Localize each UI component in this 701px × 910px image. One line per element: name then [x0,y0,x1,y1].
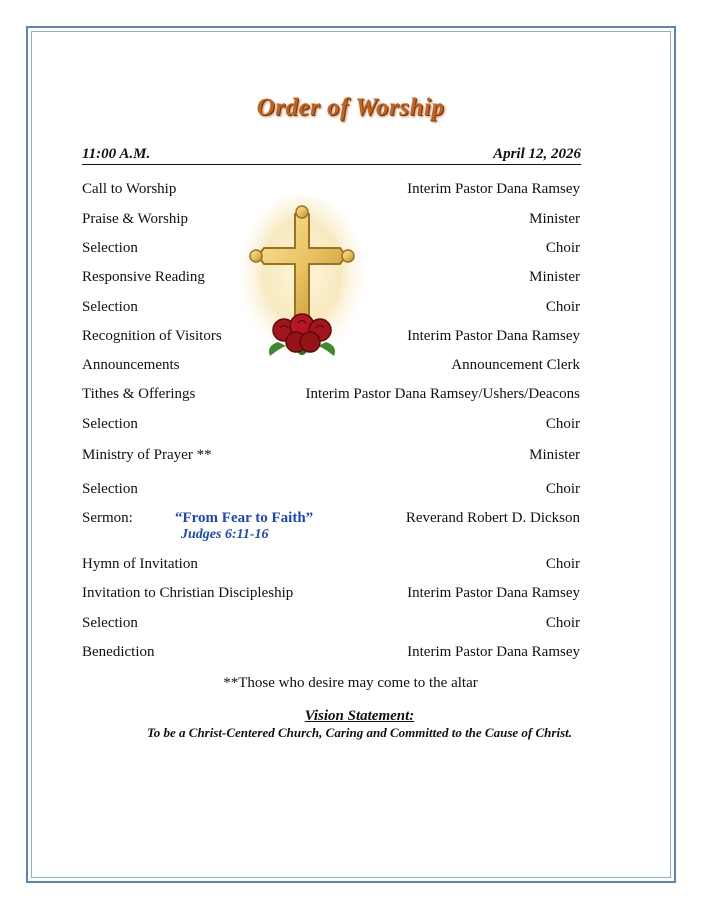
program-leader: Choir [545,615,580,631]
program-leader: Choir [545,481,580,497]
program-part: Benediction [82,644,155,660]
program-row [82,481,580,501]
program-part: Selection [82,481,138,497]
service-date: April 12, 2026 [493,146,581,162]
program-row [82,386,580,406]
program-part: Announcements [82,357,180,373]
program-part: Invitation to Christian Discipleship [82,585,294,601]
program-row [82,328,580,348]
program-leader: Reverand Robert D. Dickson [405,510,580,526]
program-leader: Choir [545,240,580,256]
program-leader: Choir [545,299,580,315]
program-row [82,269,580,289]
service-header-line [82,146,581,165]
program-leader: Interim Pastor Dana Ramsey/Ushers/Deacons [305,386,580,402]
program-leader: Choir [545,416,580,432]
altar-note: **Those who desire may come to the altar [223,675,478,691]
program-part: Responsive Reading [82,269,205,285]
program-leader: Minister [529,269,580,285]
program-leader: Interim Pastor Dana Ramsey [407,644,580,660]
program-row [82,447,580,467]
program-row [82,211,580,231]
sermon-title: “From Fear to Faith” [175,510,314,526]
program-leader: Interim Pastor Dana Ramsey [407,585,580,601]
sermon-scripture: Judges 6:11-16 [181,527,269,542]
program-part: Selection [82,299,138,315]
program-leader: Minister [529,211,580,227]
program-part: Recognition of Visitors [82,328,222,344]
program-part: Selection [82,416,138,432]
program-row [82,181,580,201]
program-part: Tithes & Offerings [82,386,196,402]
vision-statement: To be a Christ-Centered Church, Caring and Committed to the Cause of Christ. [147,725,572,740]
program-leader: Interim Pastor Dana Ramsey [407,181,580,197]
program-part: Selection [82,240,138,256]
program-part: Praise & Worship [82,211,189,227]
program-row [82,240,580,260]
vision-heading: Vision Statement: [304,708,415,724]
program-part: Sermon: [82,510,133,526]
program-part: Hymn of Invitation [82,556,198,572]
program-row [82,510,580,530]
program-row [82,299,580,319]
program-part: Ministry of Prayer ** [82,447,212,463]
program-leader: Interim Pastor Dana Ramsey [407,328,580,344]
program-part: Selection [82,615,138,631]
program-row [82,357,580,377]
program-row [82,416,580,436]
program-leader: Choir [545,556,580,572]
program-row [82,585,580,605]
program-row [82,556,580,576]
service-time: 11:00 A.M. [82,146,151,162]
program-leader: Announcement Clerk [451,357,580,373]
program-row [82,644,580,664]
page-title: Order of Worship [256,94,445,121]
program-leader: Minister [529,447,580,463]
program-row [82,615,580,635]
program-part: Call to Worship [82,181,177,197]
